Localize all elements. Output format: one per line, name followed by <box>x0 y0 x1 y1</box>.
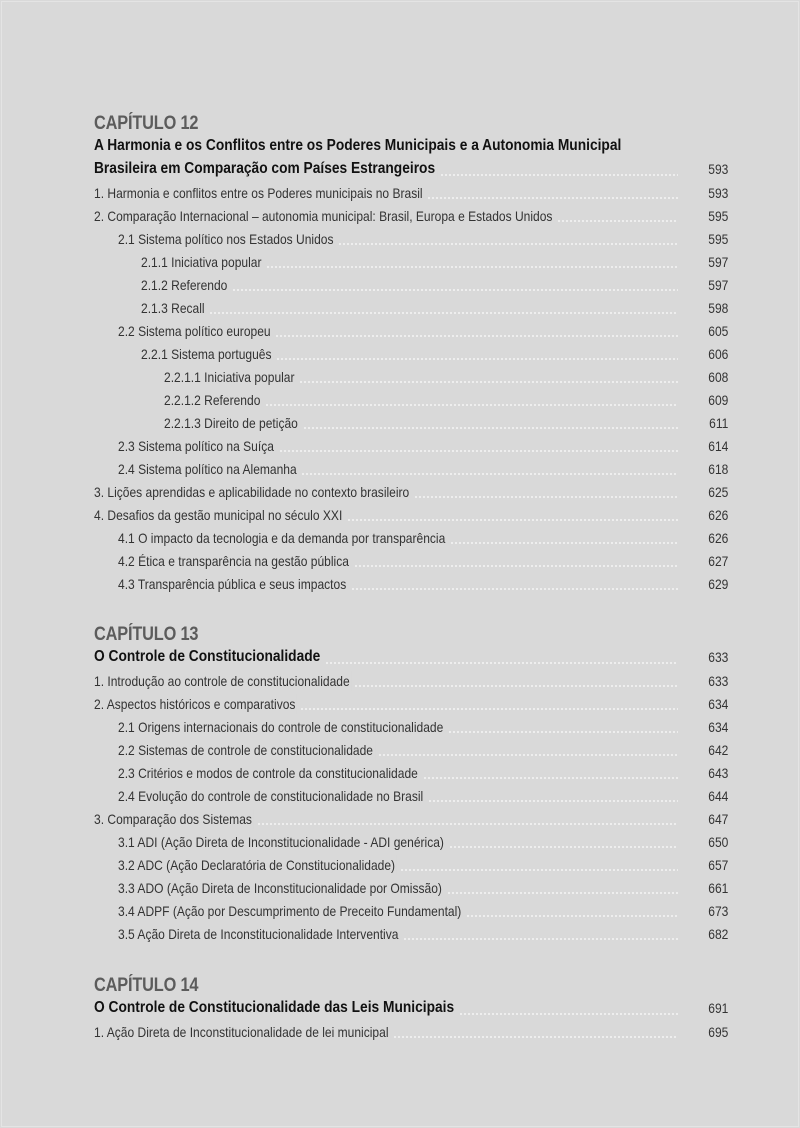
chapter-title[interactable] <box>94 646 728 668</box>
page-number: 691 <box>707 1000 728 1016</box>
dot-leader <box>448 717 678 737</box>
toc-row <box>94 671 728 691</box>
toc-entry[interactable] <box>94 459 728 479</box>
toc-row <box>94 646 728 668</box>
toc-row <box>94 1022 728 1042</box>
dot-leader <box>354 671 678 691</box>
dot-leader <box>209 298 678 318</box>
entry-title: 3.2 ADC (Ação Declaratória de Constitucionalidade) <box>118 857 396 873</box>
entry-title: 2.2 Sistema político europeu <box>118 323 271 339</box>
page-number: 673 <box>707 903 728 919</box>
page-number: 657 <box>707 857 728 873</box>
entry-title: 1. Ação Direta de Inconstitucionalidade de lei municipal <box>94 1024 389 1040</box>
dot-leader <box>466 901 678 921</box>
toc-row <box>94 763 728 783</box>
toc-row <box>94 321 728 341</box>
toc-entry[interactable] <box>94 229 728 249</box>
dot-leader <box>351 574 678 594</box>
toc-entry[interactable] <box>94 321 728 341</box>
toc-row <box>94 413 728 433</box>
toc-entry[interactable] <box>94 717 728 737</box>
chapter-title[interactable] <box>94 997 728 1019</box>
toc-entry[interactable] <box>94 528 728 548</box>
toc-entry[interactable] <box>94 275 728 295</box>
dot-leader <box>459 997 678 1019</box>
entry-title: Brasileira em Comparação com Países Estrangeiros <box>94 158 437 180</box>
entry-title: 4.1 O impacto da tecnologia e da demanda por transparência <box>118 530 446 546</box>
toc-entry[interactable] <box>94 436 728 456</box>
toc-entry[interactable] <box>94 855 728 875</box>
toc-entry[interactable] <box>94 344 728 364</box>
toc-row <box>94 809 728 829</box>
entry-title: 2.2 Sistemas de controle de constitucionalidade <box>118 742 374 758</box>
dot-leader <box>557 206 678 226</box>
page-number: 642 <box>707 742 728 758</box>
toc-entry[interactable] <box>94 924 728 944</box>
dot-leader <box>449 832 678 852</box>
page-number: 634 <box>707 696 728 712</box>
page-number: 627 <box>707 553 728 569</box>
entry-title: 2.2.1.2 Referendo <box>164 392 261 408</box>
page-number: 629 <box>707 576 728 592</box>
dot-leader <box>300 694 678 714</box>
page-number: 608 <box>707 369 728 385</box>
toc-row <box>94 229 728 249</box>
entry-title: O Controle de Constitucionalidade <box>94 646 322 668</box>
page-number: 609 <box>707 392 728 408</box>
dot-leader <box>265 390 678 410</box>
dot-leader <box>303 413 678 433</box>
entry-title: 2.1.2 Referendo <box>141 277 228 293</box>
entry-title: 1. Harmonia e conflitos entre os Poderes municipais no Brasil <box>94 185 423 201</box>
dot-leader <box>301 459 678 479</box>
toc-entry[interactable] <box>94 694 728 714</box>
page-number: 626 <box>707 530 728 546</box>
entry-title: 2.1.3 Recall <box>141 300 205 316</box>
page-number: 593 <box>707 185 728 201</box>
dot-leader <box>450 528 678 548</box>
toc-entry[interactable] <box>94 413 728 433</box>
toc-row <box>94 390 728 410</box>
dot-leader <box>325 646 678 668</box>
chapter-title-text: A Harmonia e os Conflitos entre os Poderes Municipais e a Autonomia Municipal <box>94 137 622 154</box>
toc-entry[interactable] <box>94 671 728 691</box>
dot-leader <box>276 344 678 364</box>
entry-title: 4. Desafios da gestão municipal no século XXI <box>94 507 343 523</box>
page-number: 595 <box>707 231 728 247</box>
toc-entry[interactable] <box>94 740 728 760</box>
page-number: 618 <box>707 461 728 477</box>
toc-row <box>94 158 728 180</box>
chapter-label: CAPÍTULO 13 <box>94 624 199 645</box>
toc-row <box>94 275 728 295</box>
entry-title: 3.5 Ação Direta de Inconstitucionalidade Interventiva <box>118 926 399 942</box>
page-number: 633 <box>707 649 728 665</box>
toc-row <box>94 459 728 479</box>
toc-row <box>94 924 728 944</box>
entry-title: 3.1 ADI (Ação Direta de Inconstitucionalidade - ADI genérica) <box>118 834 444 850</box>
dot-leader <box>354 551 678 571</box>
toc-row <box>94 367 728 387</box>
entry-title: 3.3 ADO (Ação Direta de Inconstitucionalidade por Omissão) <box>118 880 442 896</box>
toc-row <box>94 206 728 226</box>
toc-row <box>94 505 728 525</box>
toc-row <box>94 717 728 737</box>
page-number: 611 <box>708 415 728 431</box>
toc-row <box>94 997 728 1019</box>
toc-row <box>94 574 728 594</box>
chapter-title[interactable] <box>94 135 728 157</box>
dot-leader <box>400 855 678 875</box>
entry-title: 3. Comparação dos Sistemas <box>94 811 252 827</box>
entry-title: 3. Lições aprendidas e aplicabilidade no contexto brasileiro <box>94 484 410 500</box>
toc-entry[interactable] <box>94 763 728 783</box>
toc-row <box>94 298 728 318</box>
chapter-label: CAPÍTULO 14 <box>94 975 199 996</box>
toc-row <box>94 344 728 364</box>
toc-entry[interactable] <box>94 1022 728 1042</box>
dot-leader <box>393 1022 678 1042</box>
page-number: 593 <box>707 161 728 177</box>
entry-title: 3.4 ADPF (Ação por Descumprimento de Preceito Fundamental) <box>118 903 462 919</box>
toc-row <box>94 436 728 456</box>
dot-leader <box>423 763 678 783</box>
toc-entry[interactable] <box>94 551 728 571</box>
entry-title: 2.3 Critérios e modos de controle da constitucionalidade <box>118 765 418 781</box>
page-number: 598 <box>707 300 728 316</box>
dot-leader <box>414 482 678 502</box>
dot-leader <box>347 505 678 525</box>
toc-row <box>94 252 728 272</box>
entry-title: 2.2.1.3 Direito de petição <box>164 415 298 431</box>
page-number: 626 <box>707 507 728 523</box>
toc-row <box>94 528 728 548</box>
toc-entry[interactable] <box>94 901 728 921</box>
page-number: 643 <box>707 765 728 781</box>
toc-entry[interactable] <box>94 505 728 525</box>
toc-row <box>94 482 728 502</box>
entry-title: 2.4 Sistema político na Alemanha <box>118 461 297 477</box>
entry-title: 1. Introdução ao controle de constitucionalidade <box>94 673 350 689</box>
page-number: 661 <box>707 880 728 896</box>
page-number: 606 <box>707 346 728 362</box>
toc-entry[interactable] <box>94 574 728 594</box>
page-number: 647 <box>707 811 728 827</box>
page-number: 614 <box>707 438 728 454</box>
toc-entry[interactable] <box>94 832 728 852</box>
dot-leader <box>378 740 678 760</box>
dot-leader <box>257 809 678 829</box>
chapter-title[interactable] <box>94 158 728 180</box>
dot-leader <box>232 275 678 295</box>
toc-entry[interactable] <box>94 786 728 806</box>
entry-title: 2.2.1 Sistema português <box>141 346 272 362</box>
entry-title: 2.1 Origens internacionais do controle de constitucionalidade <box>118 719 444 735</box>
page-number: 597 <box>707 277 728 293</box>
toc-row <box>94 901 728 921</box>
entry-title: 2.2.1.1 Iniciativa popular <box>164 369 295 385</box>
toc-row <box>94 832 728 852</box>
page-number: 650 <box>707 834 728 850</box>
chapter-label: CAPÍTULO 12 <box>94 113 199 134</box>
page-number: 695 <box>707 1024 728 1040</box>
toc-entry[interactable] <box>94 206 728 226</box>
dot-leader <box>447 878 678 898</box>
page-number: 634 <box>707 719 728 735</box>
toc-row <box>94 855 728 875</box>
toc-entry[interactable] <box>94 298 728 318</box>
toc-row <box>94 694 728 714</box>
toc-entry[interactable] <box>94 482 728 502</box>
entry-title: 2. Aspectos históricos e comparativos <box>94 696 296 712</box>
toc-entry[interactable] <box>94 878 728 898</box>
entry-title: 2. Comparação Internacional – autonomia municipal: Brasil, Europa e Estados Unidos <box>94 208 553 224</box>
toc-row <box>94 878 728 898</box>
dot-leader <box>427 183 678 203</box>
entry-title: 2.1 Sistema político nos Estados Unidos <box>118 231 334 247</box>
dot-leader <box>299 367 678 387</box>
page-number: 644 <box>707 788 728 804</box>
entry-title: 4.2 Ética e transparência na gestão pública <box>118 553 349 569</box>
dot-leader <box>275 321 678 341</box>
toc-row <box>94 786 728 806</box>
entry-title: 2.4 Evolução do controle de constitucionalidade no Brasil <box>118 788 424 804</box>
toc-entry[interactable] <box>94 809 728 829</box>
toc-row <box>94 740 728 760</box>
toc-entry[interactable] <box>94 252 728 272</box>
entry-title: 2.3 Sistema político na Suíça <box>118 438 274 454</box>
page-number: 597 <box>707 254 728 270</box>
toc-row <box>94 551 728 571</box>
toc-entry[interactable] <box>94 183 728 203</box>
dot-leader <box>440 158 678 180</box>
entry-title: 4.3 Transparência pública e seus impactos <box>118 576 347 592</box>
entry-title: 2.1.1 Iniciativa popular <box>141 254 262 270</box>
dot-leader <box>338 229 678 249</box>
page-number: 625 <box>707 484 728 500</box>
entry-title: O Controle de Constitucionalidade das Leis Municipais <box>94 997 456 1019</box>
toc-entry[interactable] <box>94 367 728 387</box>
dot-leader <box>428 786 678 806</box>
dot-leader <box>279 436 678 456</box>
page-number: 605 <box>707 323 728 339</box>
page-number: 633 <box>707 673 728 689</box>
toc-row <box>94 183 728 203</box>
dot-leader <box>266 252 678 272</box>
page-number: 682 <box>707 926 728 942</box>
page-number: 595 <box>707 208 728 224</box>
dot-leader <box>403 924 678 944</box>
toc-entry[interactable] <box>94 390 728 410</box>
